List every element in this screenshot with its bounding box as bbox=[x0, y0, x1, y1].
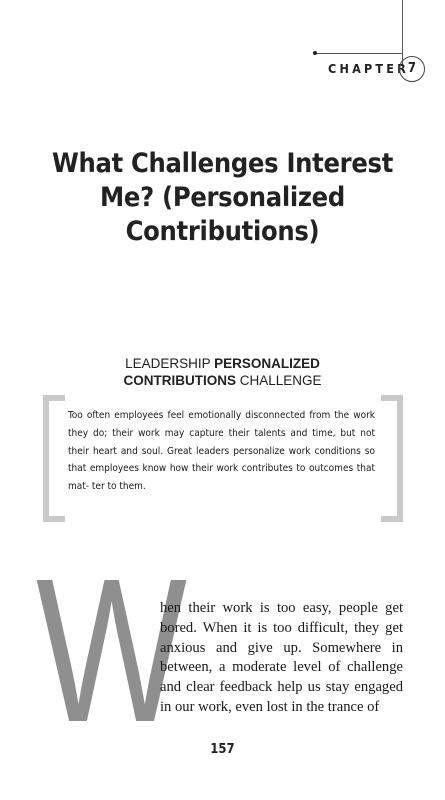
header-vertical-rule bbox=[402, 0, 403, 66]
chapter-title-line-3: Contributions) bbox=[125, 216, 320, 247]
challenge-heading-bold-1: PERSONALIZED bbox=[214, 356, 320, 371]
challenge-heading-prefix: LEADERSHIP bbox=[125, 356, 215, 371]
chapter-title bbox=[30, 147, 415, 249]
page-number: 157 bbox=[210, 742, 235, 757]
left-bracket bbox=[43, 395, 65, 522]
right-bracket bbox=[381, 395, 403, 522]
drop-cap: W bbox=[36, 536, 184, 765]
challenge-heading-bold-2: CONTRIBUTIONS bbox=[123, 373, 236, 388]
header-rule-dot bbox=[313, 51, 317, 55]
chapter-title-line-1: What Challenges Interest bbox=[51, 148, 394, 179]
body-paragraph: hen their work is too easy, people get bored. When it is too difficult, they get anxious and give up. Somewhere in between, a moderate level of challenge and clear feedback help us stay engaged in our work, even lost in the trance of bbox=[160, 600, 403, 715]
chapter-label: CHAPTER bbox=[328, 61, 410, 76]
challenge-heading-suffix: CHALLENGE bbox=[235, 373, 322, 388]
header-horizontal-rule bbox=[316, 53, 402, 54]
challenge-heading bbox=[60, 355, 385, 389]
chapter-title-line-2: Me? (Personalized bbox=[100, 182, 345, 213]
challenge-body: Too often employees feel emotionally disconnected from the work they do; their work may capture their talents and time, but not their heart and soul. Great leaders personalize work conditions so that employees know how their work contributes to outcomes that mat- ter to them. bbox=[68, 410, 375, 493]
chapter-number-badge: 7 bbox=[399, 56, 425, 82]
